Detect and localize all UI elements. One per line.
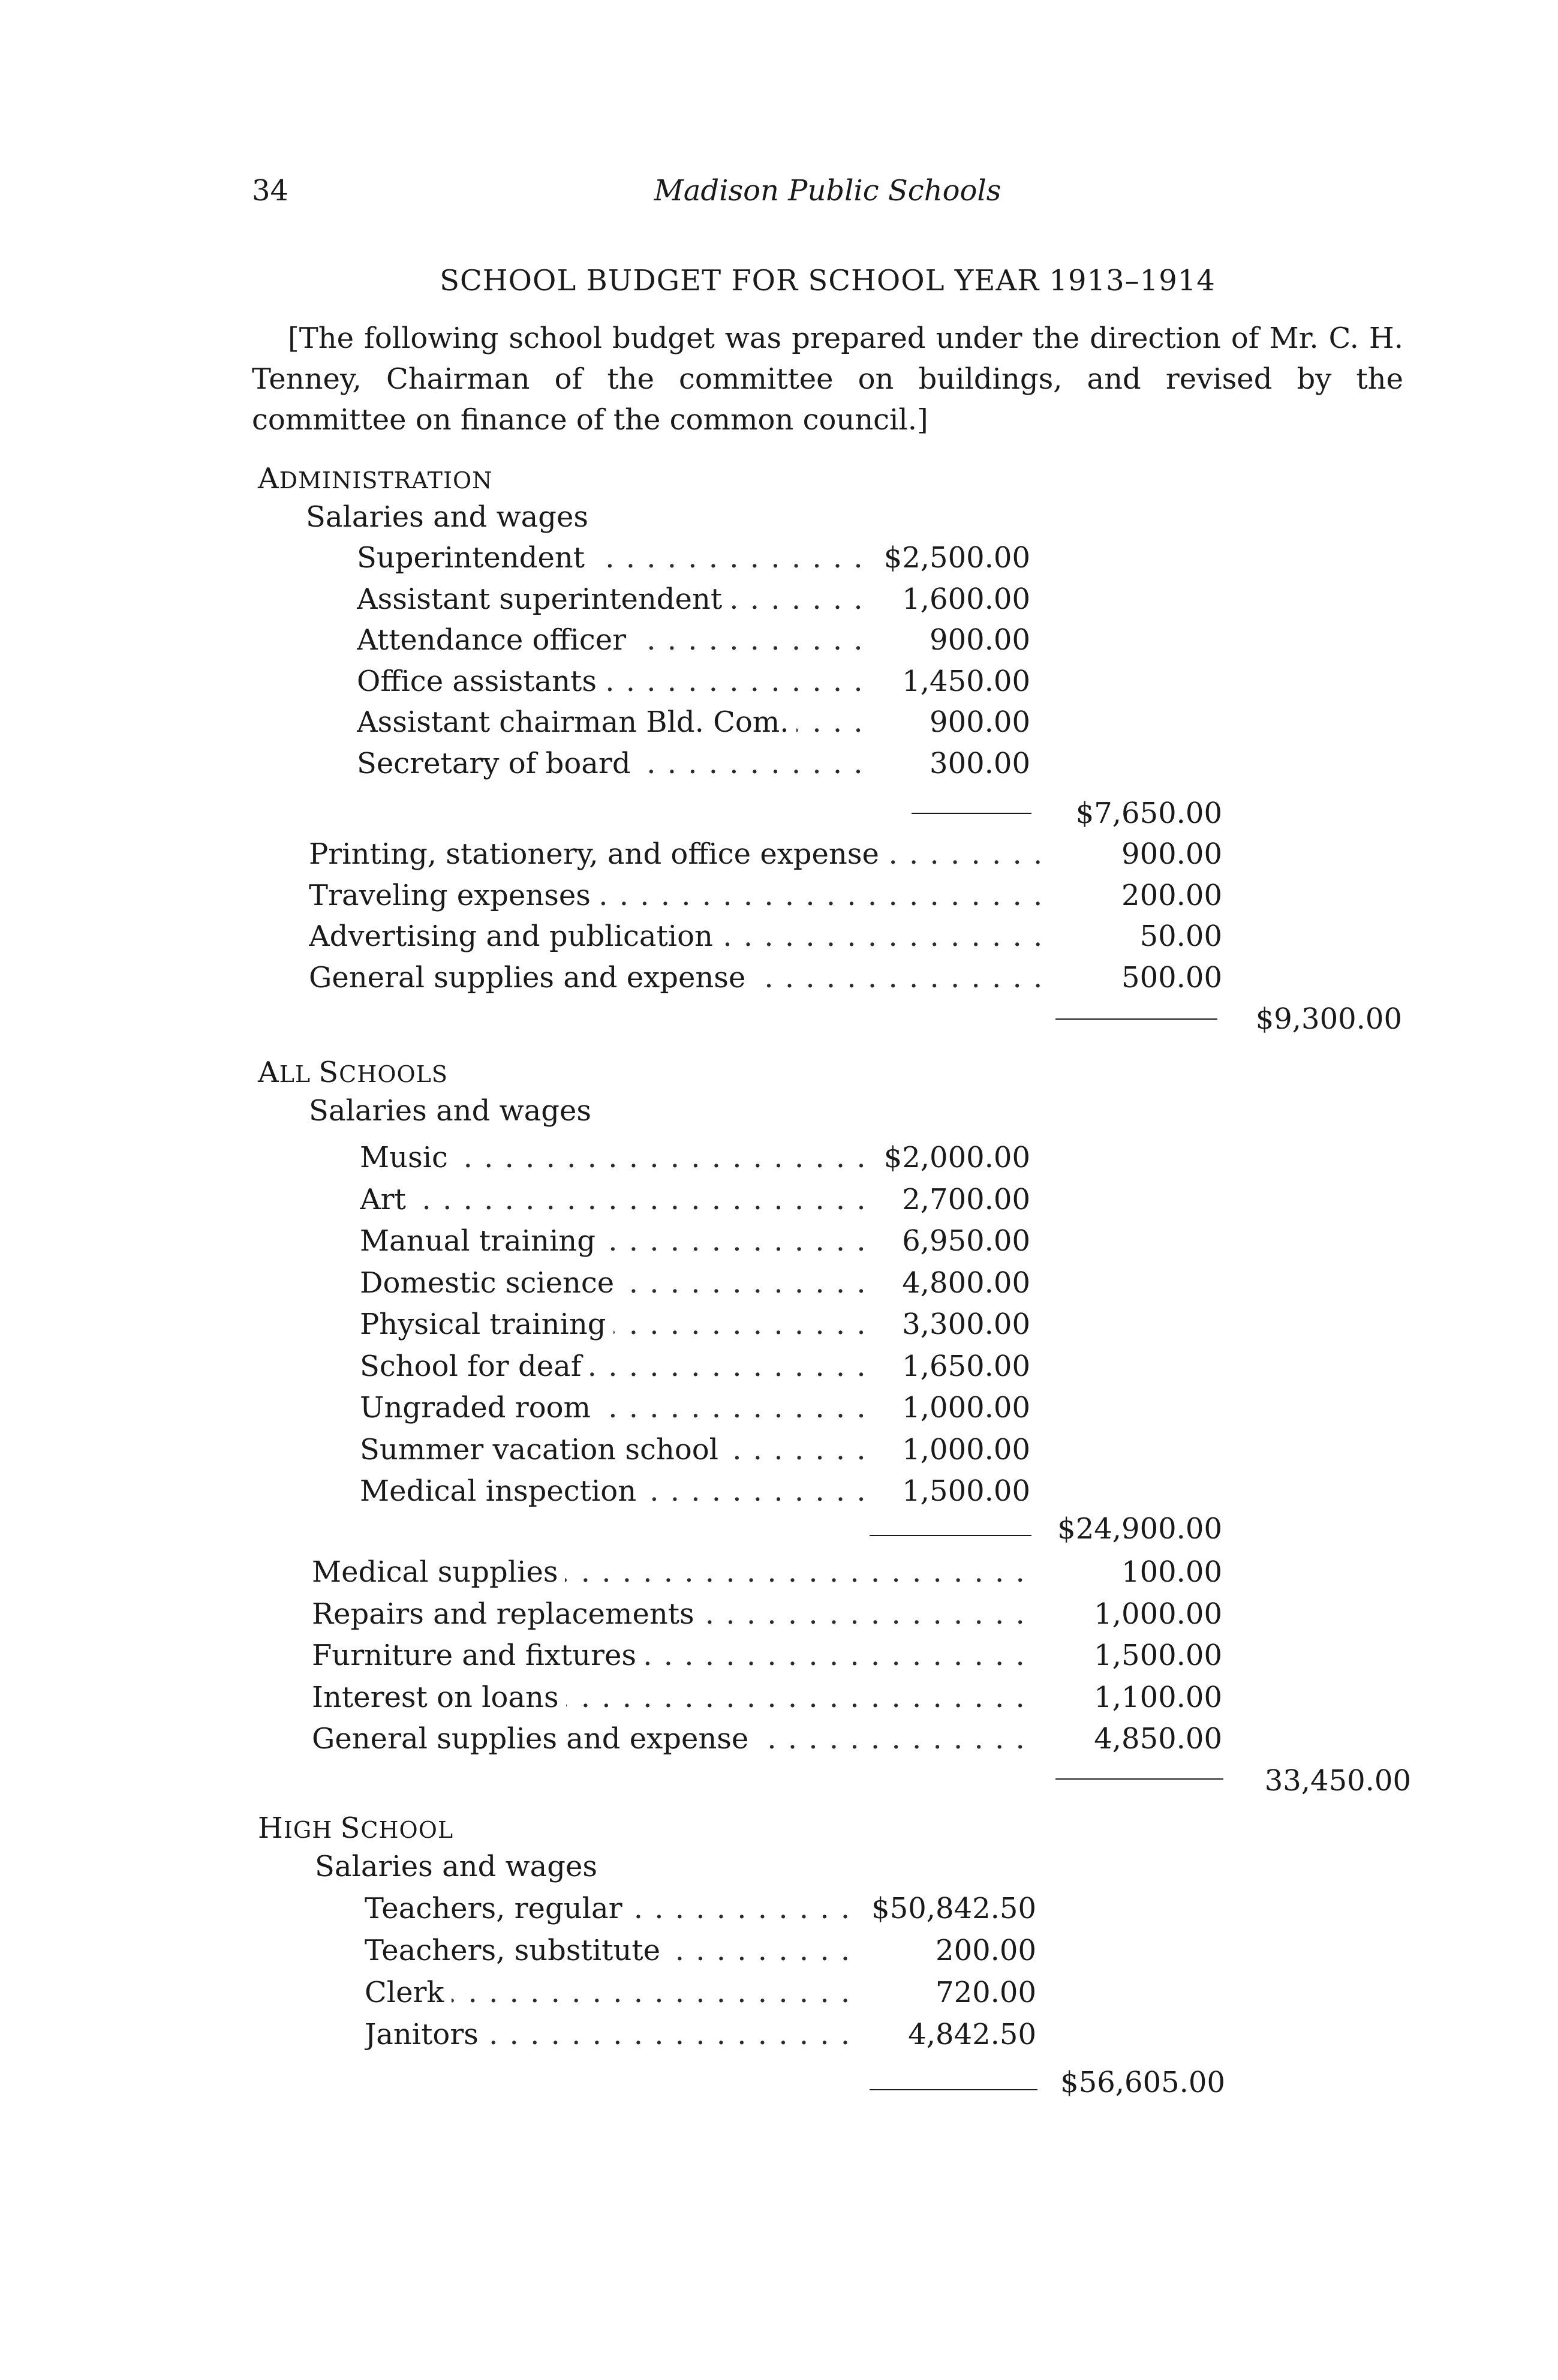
line-item-amount: 1,600.00 <box>902 582 1030 616</box>
salary-row <box>0 1930 1558 1971</box>
line-item-label: Medical inspection . . . <box>360 1471 864 1511</box>
line-item-amount: 1,450.00 <box>902 664 1030 698</box>
salary-row <box>0 1304 1558 1345</box>
section-heading-high-school: HIGH SCHOOL <box>258 1811 454 1845</box>
line-item-label: Domestic science . . . <box>360 1263 864 1303</box>
budget-title: SCHOOL BUDGET FOR SCHOOL YEAR 1913–1914 <box>440 264 1216 298</box>
line-item-amount: 50.00 <box>1139 919 1222 953</box>
salaries-heading <box>0 1090 1558 1131</box>
line-item-label: Repairs and replacements . . . <box>312 1594 1031 1634</box>
expense-row <box>0 957 1558 998</box>
line-item-amount: 1,500.00 <box>902 1474 1030 1508</box>
all-section-total: 33,450.00 <box>1264 1764 1411 1798</box>
expense-row <box>0 875 1558 916</box>
line-item-amount: $2,000.00 <box>883 1141 1030 1174</box>
salary-row <box>0 743 1558 784</box>
high-salaries-total-row <box>0 2062 1558 2103</box>
line-item-amount: 3,300.00 <box>902 1308 1030 1341</box>
running-title: Madison Public Schools <box>654 174 1001 208</box>
salary-row <box>0 1346 1558 1387</box>
line-item-label: Assistant superintendent . . . <box>357 579 861 620</box>
page-number: 34 <box>252 174 289 208</box>
admin-total-row <box>0 999 1558 1039</box>
salaries-label: Salaries and wages <box>306 500 589 534</box>
line-item-amount: 1,000.00 <box>902 1391 1030 1425</box>
line-item-amount: 1,000.00 <box>902 1432 1030 1467</box>
salaries-heading <box>0 497 1558 537</box>
line-item-amount: 720.00 <box>936 1976 1036 2009</box>
line-item-amount: 200.00 <box>936 1934 1036 1967</box>
line-item-label: Interest on loans . . . <box>312 1677 1031 1718</box>
page-header <box>252 174 1403 222</box>
expense-row <box>0 1718 1558 1759</box>
salary-row <box>0 1387 1558 1428</box>
line-item-amount: 1,000.00 <box>1094 1597 1222 1631</box>
line-item-amount: 900.00 <box>930 623 1030 657</box>
line-item-label: Summer vacation school . . . <box>360 1429 864 1470</box>
line-item-label: Advertising and publication . . . <box>309 916 1040 957</box>
admin-salaries-total-row <box>0 793 1558 834</box>
salary-row <box>0 1972 1558 2013</box>
salary-row <box>0 1221 1558 1261</box>
line-item-label: Secretary of board . . . <box>357 743 861 784</box>
salary-row <box>0 537 1558 578</box>
line-item-label: Teachers, regular . . . <box>365 1888 862 1929</box>
line-item-label: Printing, stationery, and office expense . . . <box>309 834 1040 875</box>
line-item-label: Medical supplies . . . <box>312 1552 1031 1592</box>
salary-row <box>0 1137 1558 1178</box>
line-item-label: Office assistants . . . <box>357 661 861 702</box>
line-item-label: General supplies and expense . . . <box>309 957 1040 998</box>
salary-row <box>0 1888 1558 1929</box>
salary-row <box>0 579 1558 620</box>
line-item-amount: $2,500.00 <box>883 541 1030 575</box>
salary-row <box>0 1263 1558 1303</box>
line-item-label: Music . . . <box>360 1137 864 1178</box>
line-item-label: Superintendent . . . <box>357 537 861 578</box>
line-item-amount: 1,100.00 <box>1094 1680 1222 1714</box>
line-item-label: Teachers, substitute . . . <box>365 1930 862 1971</box>
line-item-label: School for deaf . . . <box>360 1346 864 1387</box>
section-heading-administration: ADMINISTRATION <box>258 462 493 495</box>
admin-section-total: $9,300.00 <box>1255 1002 1402 1036</box>
intro-paragraph: [The following school budget was prepared under the direction of Mr. C. H. Tenney, Chairman of the committee on buildings, and revised by the committee on finance of the common council.] <box>252 321 1403 437</box>
expense-row <box>0 1552 1558 1592</box>
all-total-row <box>0 1760 1558 1801</box>
high-salaries-total: $56,605.00 <box>1060 2066 1225 2099</box>
line-item-amount: 100.00 <box>1121 1555 1222 1589</box>
line-item-label: Physical training . . . <box>360 1304 864 1345</box>
line-item-amount: 300.00 <box>930 746 1030 780</box>
salaries-heading <box>0 1846 1558 1887</box>
line-item-amount: 6,950.00 <box>902 1224 1030 1258</box>
line-item-label: Furniture and fixtures . . . <box>312 1635 1031 1676</box>
salary-row <box>0 2014 1558 2055</box>
line-item-label: Ungraded room . . . <box>360 1387 864 1428</box>
line-item-amount: 1,650.00 <box>902 1349 1030 1383</box>
line-item-amount: 900.00 <box>930 705 1030 739</box>
expense-row <box>0 916 1558 957</box>
line-item-amount: 900.00 <box>1121 837 1222 871</box>
admin-salaries-total: $7,650.00 <box>1075 797 1222 830</box>
salary-row <box>0 620 1558 660</box>
line-item-label: Attendance officer . . . <box>357 620 861 660</box>
line-item-amount: 4,842.50 <box>908 2018 1036 2051</box>
all-salaries-total: $24,900.00 <box>1057 1512 1222 1546</box>
expense-row <box>0 834 1558 875</box>
line-item-amount: $50,842.50 <box>871 1892 1036 1925</box>
expense-row <box>0 1635 1558 1676</box>
expense-row <box>0 1594 1558 1634</box>
line-item-amount: 1,500.00 <box>1094 1639 1222 1672</box>
line-item-label: Janitors . . . <box>365 2014 862 2055</box>
line-item-label: Assistant chairman Bld. Com. . . . <box>357 702 861 743</box>
line-item-label: Traveling expenses . . . <box>309 875 1040 916</box>
all-salaries-total-row <box>0 1508 1558 1549</box>
expense-row <box>0 1677 1558 1718</box>
salaries-label: Salaries and wages <box>309 1094 592 1128</box>
salary-row <box>0 702 1558 743</box>
line-item-label: Manual training . . . <box>360 1221 864 1261</box>
line-item-label: Clerk . . . <box>365 1972 862 2013</box>
line-item-amount: 4,850.00 <box>1094 1722 1222 1756</box>
salary-row <box>0 1429 1558 1470</box>
line-item-amount: 4,800.00 <box>902 1266 1030 1300</box>
salary-row <box>0 661 1558 702</box>
line-item-label: General supplies and expense . . . <box>312 1718 1031 1759</box>
line-item-amount: 500.00 <box>1121 960 1222 994</box>
salary-row <box>0 1471 1558 1511</box>
salaries-label: Salaries and wages <box>315 1850 598 1883</box>
line-item-amount: 200.00 <box>1121 878 1222 912</box>
line-item-label: Art . . . <box>360 1179 864 1220</box>
section-heading-all-schools: ALL SCHOOLS <box>258 1056 448 1089</box>
salary-row <box>0 1179 1558 1220</box>
line-item-amount: 2,700.00 <box>902 1182 1030 1216</box>
